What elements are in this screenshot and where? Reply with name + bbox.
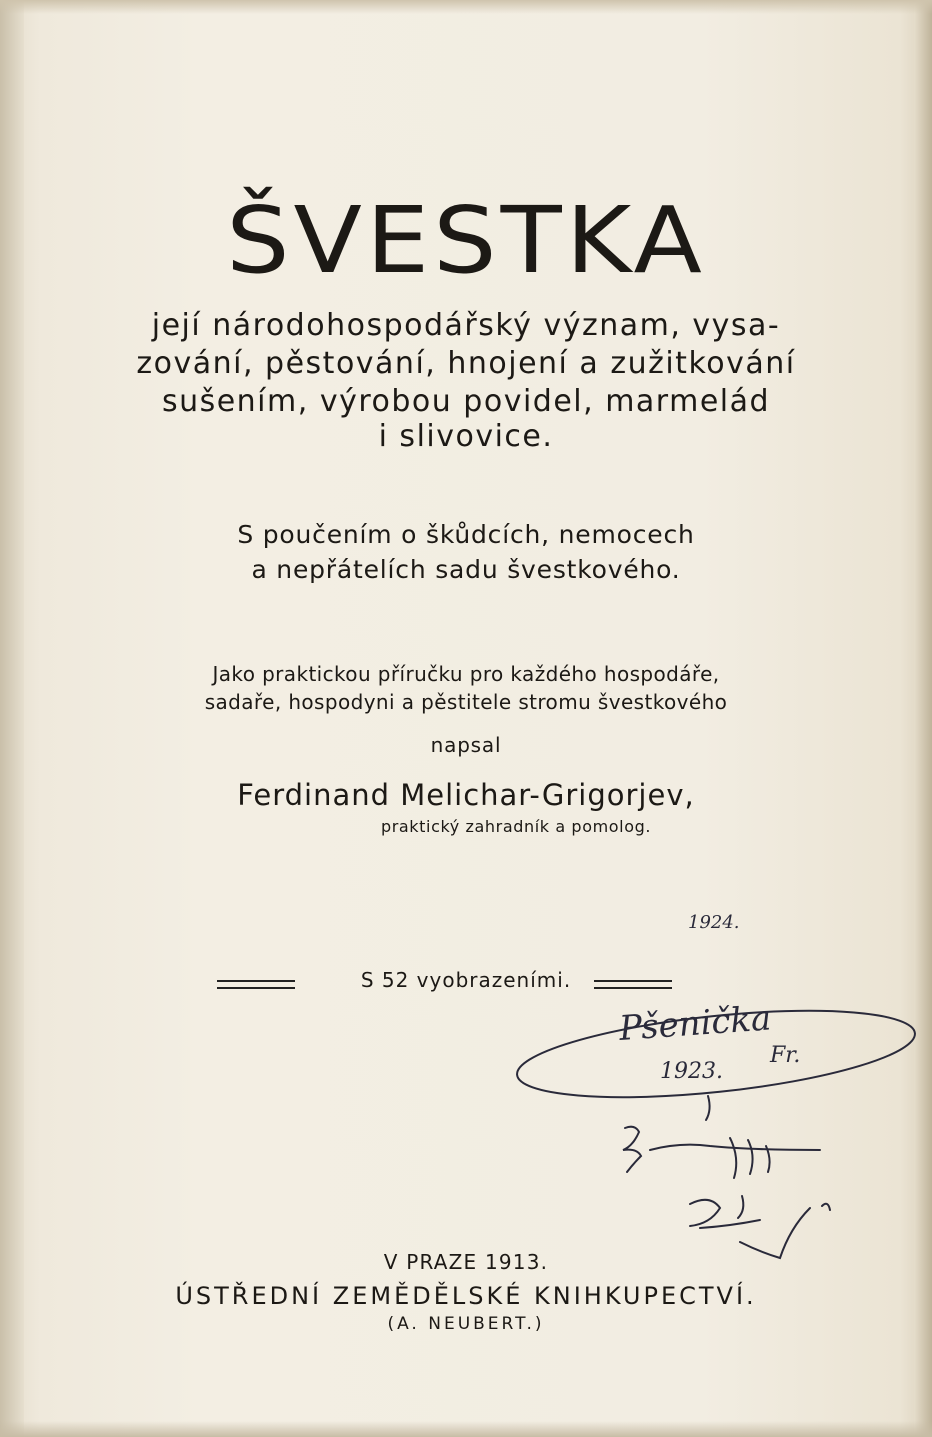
supplement-line-2: a nepřátelích sadu švestkového. <box>251 555 681 584</box>
subtitle-line-3: sušením, výrobou povidel, marmelád <box>161 384 771 419</box>
imprint-publisher: ÚSTŘEDNÍ ZEMĚDĚLSKÉ KNIHKUPECTVÍ. <box>175 1282 757 1310</box>
supplement-line-1: S poučením o škůdcích, nemocech <box>237 520 695 549</box>
book-title: ŠVESTKA <box>226 186 706 295</box>
handwritten-owner-initials: Fr. <box>770 1043 801 1068</box>
handwritten-owner-name: Pšenička <box>617 998 773 1049</box>
purpose-line-2: sadaře, hospodyni a pěstitele stromu švestkového <box>204 690 728 714</box>
handwritten-year-note: 1924. <box>688 912 740 933</box>
handwritten-owner-year: 1923. <box>660 1059 723 1084</box>
subtitle-line-1: její národohospodářský význam, vysa- <box>151 308 781 343</box>
author-role: praktický zahradník a pomolog. <box>380 817 652 836</box>
handwritten-scribbles <box>623 1096 830 1258</box>
subtitle-line-2: zování, pěstování, hnojení a zužitkování <box>136 346 796 381</box>
imprint-publisher-sub: (A. NEUBERT.) <box>387 1314 545 1334</box>
subtitle-line-4: i slivovice. <box>378 419 554 454</box>
illustrations-note: S 52 vyobrazeními. <box>360 968 572 992</box>
purpose-line-1: Jako praktickou příručku pro každého hospodáře, <box>212 662 720 686</box>
author-name: Ferdinand Melichar-Grigorjev, <box>237 778 695 812</box>
imprint-place-year: V PRAZE 1913. <box>383 1250 549 1274</box>
napsal-label: napsal <box>430 733 502 757</box>
